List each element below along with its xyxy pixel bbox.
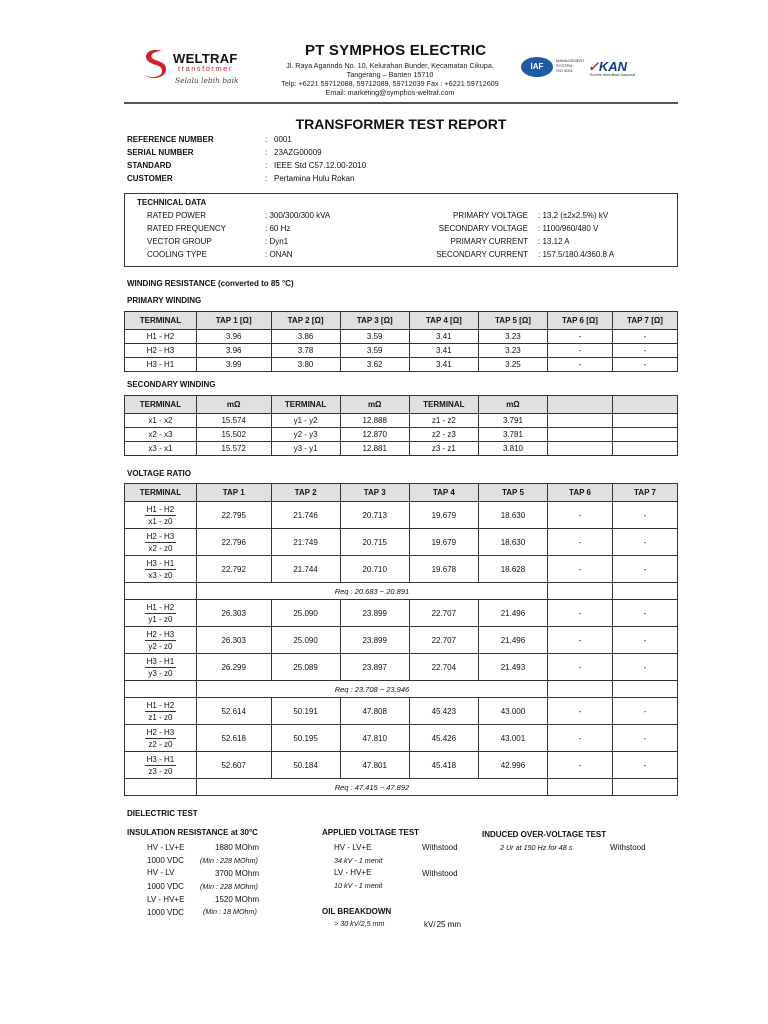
- table-cell: 12.881: [340, 442, 409, 456]
- table-cell: -: [548, 725, 613, 752]
- table-cell: 21.493: [478, 654, 547, 681]
- table-cell: y3 - y1: [271, 442, 340, 456]
- table-cell: 47.808: [340, 698, 409, 725]
- column-header: TERMINAL: [271, 396, 340, 414]
- table-cell: 20.715: [340, 529, 409, 556]
- column-header: mΩ: [196, 396, 271, 414]
- table-cell: [125, 583, 197, 600]
- iaf-text: MANAGEMENT SYSTEM ISO 9001: [556, 58, 585, 73]
- table-cell: 43.000: [478, 698, 547, 725]
- dielectric-title: DIELECTRIC TEST: [127, 809, 198, 818]
- kan-subtitle: Komite Akreditasi Nasional: [590, 73, 636, 77]
- table-cell: -: [612, 654, 677, 681]
- table-cell: 19.679: [409, 529, 478, 556]
- induced-title: INDUCED OVER-VOLTAGE TEST: [482, 830, 607, 839]
- primary-winding-title: PRIMARY WINDING: [127, 296, 202, 305]
- table-cell: -: [548, 654, 613, 681]
- table-cell: 45.426: [409, 725, 478, 752]
- fraction-denominator: z2 - z0: [148, 739, 173, 749]
- table-cell: x1 - x2: [125, 414, 197, 428]
- table-row: [125, 654, 678, 681]
- table-cell: 3.62: [340, 358, 409, 372]
- table-cell: H2 - H3: [125, 344, 197, 358]
- table-cell: -: [612, 330, 677, 344]
- column-header: TAP 7: [612, 484, 677, 502]
- terminal-fraction: [125, 752, 197, 779]
- terminal-fraction: [125, 529, 197, 556]
- table-cell: 47.801: [340, 752, 409, 779]
- table-cell: 3.41: [409, 344, 478, 358]
- table-cell: [612, 779, 677, 796]
- logo-sub: transformer: [178, 64, 233, 73]
- table-cell: 22.795: [196, 502, 271, 529]
- table-cell: 3.810: [478, 442, 547, 456]
- primary-winding-table: [124, 311, 678, 372]
- column-header: TAP 2 [Ω]: [271, 312, 340, 330]
- table-cell: 25.090: [271, 600, 340, 627]
- table-cell: 3.25: [478, 358, 547, 372]
- requirement-cell: Req : 20.683 ~ 20.891: [196, 583, 547, 600]
- terminal-fraction: [125, 698, 197, 725]
- table-cell: 23.897: [340, 654, 409, 681]
- table-cell: 12.870: [340, 428, 409, 442]
- table-cell: 3.78: [271, 344, 340, 358]
- table-cell: 3.23: [478, 330, 547, 344]
- table-cell: -: [612, 502, 677, 529]
- table-cell: 3.23: [478, 344, 547, 358]
- table-cell: 20.713: [340, 502, 409, 529]
- table-cell: 20.710: [340, 556, 409, 583]
- company-name: PT SYMPHOS ELECTRIC: [305, 42, 487, 59]
- column-header: mΩ: [340, 396, 409, 414]
- table-header: [125, 396, 678, 414]
- table-cell: 3.59: [340, 344, 409, 358]
- table-cell: 3.41: [409, 358, 478, 372]
- requirement-cell: Req : 23.708 ~ 23.946: [196, 681, 547, 698]
- column-header: TAP 4 [Ω]: [409, 312, 478, 330]
- table-cell: 26.299: [196, 654, 271, 681]
- table-cell: [612, 442, 677, 456]
- ratio-fraction: [145, 629, 177, 652]
- table-cell: [548, 583, 613, 600]
- column-header: TAP 6 [Ω]: [548, 312, 613, 330]
- table-cell: 45.423: [409, 698, 478, 725]
- table-cell: -: [612, 600, 677, 627]
- fraction-numerator: H3 - H1: [146, 558, 175, 568]
- fraction-denominator: y3 - z0: [148, 668, 173, 678]
- email-line: Email: marketing@symphos-weltraf.com: [325, 88, 455, 97]
- info-value: Pertamina Hulu Rokan: [274, 174, 355, 183]
- ratio-fraction: [145, 754, 177, 777]
- column-header: TAP 3: [340, 484, 409, 502]
- winding-title: WINDING RESISTANCE (converted to 85 °C): [127, 279, 294, 288]
- column-header: TAP 2: [271, 484, 340, 502]
- column-header: TAP 1: [196, 484, 271, 502]
- column-header: TERMINAL: [125, 396, 197, 414]
- table-row: [125, 752, 678, 779]
- column-header: TAP 1 [Ω]: [196, 312, 271, 330]
- table-cell: 45.418: [409, 752, 478, 779]
- table-cell: 43.001: [478, 725, 547, 752]
- table-cell: 12.888: [340, 414, 409, 428]
- table-cell: -: [548, 502, 613, 529]
- table-cell: z2 - z3: [409, 428, 478, 442]
- info-value: 23AZG00009: [274, 148, 322, 157]
- logo-name: WELTRAF: [173, 51, 238, 66]
- kan-logo: ✓KAN: [588, 59, 628, 74]
- table-row: [125, 502, 678, 529]
- table-cell: [612, 681, 677, 698]
- table-cell: [125, 681, 197, 698]
- table-cell: -: [548, 600, 613, 627]
- phone-line: Telp: +6221 59712088, 59712089, 59712039 Fax : +6221 59712609: [281, 79, 499, 88]
- table-cell: 47.810: [340, 725, 409, 752]
- table-cell: -: [612, 358, 677, 372]
- table-cell: y1 - y2: [271, 414, 340, 428]
- table-cell: -: [612, 529, 677, 556]
- ratio-fraction: [145, 700, 177, 723]
- fraction-numerator: H2 - H3: [146, 629, 175, 639]
- table-cell: -: [548, 752, 613, 779]
- table-cell: [612, 583, 677, 600]
- table-cell: z3 - z1: [409, 442, 478, 456]
- column-header: mΩ: [478, 396, 547, 414]
- table-cell: 15.502: [196, 428, 271, 442]
- table-cell: x2 - x3: [125, 428, 197, 442]
- table-cell: 19.678: [409, 556, 478, 583]
- table-cell: [125, 779, 197, 796]
- table-cell: 52.618: [196, 725, 271, 752]
- table-cell: z1 - z2: [409, 414, 478, 428]
- table-cell: 22.796: [196, 529, 271, 556]
- table-cell: -: [548, 344, 613, 358]
- terminal-fraction: [125, 502, 197, 529]
- table-row: [125, 725, 678, 752]
- requirement-cell: Req : 47.415 ~ 47.892: [196, 779, 547, 796]
- table-cell: 3.41: [409, 330, 478, 344]
- report-title: TRANSFORMER TEST REPORT: [295, 116, 507, 132]
- table-cell: [548, 414, 613, 428]
- table-cell: 52.614: [196, 698, 271, 725]
- table-cell: 52.607: [196, 752, 271, 779]
- table-cell: 22.704: [409, 654, 478, 681]
- fraction-numerator: H2 - H3: [146, 727, 175, 737]
- table-cell: H3 - H1: [125, 358, 197, 372]
- ratio-fraction: [145, 727, 177, 750]
- table-cell: 21.496: [478, 627, 547, 654]
- table-cell: 3.96: [196, 330, 271, 344]
- address-line-1: Jl. Raya Agarindo No. 10, Kelurahan Bunder, Kecamatan Cikupa,: [286, 61, 494, 70]
- oil-breakdown-title: OIL BREAKDOWN: [322, 907, 392, 916]
- terminal-fraction: [125, 627, 197, 654]
- terminal-fraction: [125, 556, 197, 583]
- induced-condition: 2 Ur at 150 Hz for 48 s: [500, 843, 573, 852]
- ratio-fraction: [145, 531, 177, 554]
- table-cell: 3.99: [196, 358, 271, 372]
- fraction-numerator: H1 - H2: [146, 504, 175, 514]
- table-cell: 21.496: [478, 600, 547, 627]
- fraction-denominator: y1 - z0: [148, 614, 173, 624]
- table-cell: [548, 428, 613, 442]
- table-cell: -: [548, 627, 613, 654]
- table-cell: 15.574: [196, 414, 271, 428]
- requirement-row: [125, 681, 678, 698]
- table-cell: [548, 442, 613, 456]
- applied-voltage-title: APPLIED VOLTAGE TEST: [322, 828, 420, 837]
- induced-result: Withstood: [610, 843, 646, 852]
- table-cell: 22.707: [409, 627, 478, 654]
- terminal-fraction: [125, 654, 197, 681]
- table-cell: [612, 414, 677, 428]
- requirement-row: [125, 583, 678, 600]
- table-row: [125, 698, 678, 725]
- table-cell: -: [548, 698, 613, 725]
- table-row: [125, 414, 678, 428]
- info-label: STANDARD: [127, 161, 172, 170]
- info-label: CUSTOMER: [127, 174, 173, 183]
- table-cell: -: [612, 556, 677, 583]
- table-cell: H1 - H2: [125, 330, 197, 344]
- oil-breakdown-value: kV/25 mm: [424, 920, 462, 929]
- slogan: Selalu lebih baik: [175, 76, 239, 85]
- table-cell: -: [612, 725, 677, 752]
- technical-data-title: TECHNICAL DATA: [137, 198, 207, 207]
- fraction-denominator: y2 - z0: [148, 641, 173, 651]
- table-cell: 42.996: [478, 752, 547, 779]
- table-row: [125, 556, 678, 583]
- insulation-title: INSULATION RESISTANCE at 30°C: [127, 828, 258, 837]
- table-row: [125, 330, 678, 344]
- table-cell: 22.707: [409, 600, 478, 627]
- table-cell: 3.791: [478, 414, 547, 428]
- table-cell: 21.746: [271, 502, 340, 529]
- terminal-fraction: [125, 600, 197, 627]
- table-cell: -: [548, 556, 613, 583]
- address-line-2: Tangerang – Banten 15710: [346, 70, 434, 79]
- table-cell: 18.630: [478, 502, 547, 529]
- column-header: TAP 5: [478, 484, 547, 502]
- table-cell: 18.630: [478, 529, 547, 556]
- info-label: SERIAL NUMBER: [127, 148, 194, 157]
- table-cell: 26.303: [196, 627, 271, 654]
- fraction-denominator: x1 - z0: [148, 516, 173, 526]
- weltraf-logo-icon: [140, 47, 170, 81]
- ratio-fraction: [145, 504, 177, 527]
- table-row: [125, 627, 678, 654]
- table-cell: y2 - y3: [271, 428, 340, 442]
- fraction-numerator: H3 - H1: [146, 656, 175, 666]
- table-row: [125, 442, 678, 456]
- table-cell: -: [612, 627, 677, 654]
- table-header: [125, 484, 678, 502]
- iaf-logo: IAF: [521, 57, 553, 77]
- column-header: TAP 4: [409, 484, 478, 502]
- table-row: [125, 600, 678, 627]
- requirement-row: [125, 779, 678, 796]
- table-cell: 25.090: [271, 627, 340, 654]
- fraction-numerator: H3 - H1: [146, 754, 175, 764]
- info-value: IEEE Std C57.12.00-2010: [274, 161, 367, 170]
- voltage-ratio-table: [124, 483, 678, 796]
- terminal-fraction: [125, 725, 197, 752]
- table-cell: 23.899: [340, 600, 409, 627]
- oil-breakdown-condition: > 30 kV/2,5 mm: [334, 919, 385, 928]
- table-cell: 3.59: [340, 330, 409, 344]
- table-cell: 50.191: [271, 698, 340, 725]
- fraction-numerator: H1 - H2: [146, 602, 175, 612]
- fraction-denominator: x3 - z0: [148, 570, 173, 580]
- column-header: TERMINAL: [125, 484, 197, 502]
- secondary-winding-table: [124, 395, 678, 456]
- table-row: [125, 344, 678, 358]
- info-label: REFERENCE NUMBER: [127, 135, 214, 144]
- ratio-fraction: [145, 558, 177, 581]
- table-header: [125, 312, 678, 330]
- fraction-numerator: H2 - H3: [146, 531, 175, 541]
- table-cell: 21.744: [271, 556, 340, 583]
- table-cell: 3.96: [196, 344, 271, 358]
- ratio-fraction: [145, 656, 177, 679]
- table-cell: 50.184: [271, 752, 340, 779]
- table-cell: 19.679: [409, 502, 478, 529]
- table-cell: x3 - x1: [125, 442, 197, 456]
- info-value: 0001: [274, 135, 292, 144]
- fraction-numerator: H1 - H2: [146, 700, 175, 710]
- table-cell: -: [548, 358, 613, 372]
- table-cell: 26.303: [196, 600, 271, 627]
- table-cell: 3.80: [271, 358, 340, 372]
- table-cell: -: [612, 752, 677, 779]
- table-cell: -: [548, 330, 613, 344]
- column-header: TAP 6: [548, 484, 613, 502]
- table-cell: 18.628: [478, 556, 547, 583]
- table-cell: 25.089: [271, 654, 340, 681]
- table-cell: -: [612, 344, 677, 358]
- column-header: [548, 396, 613, 414]
- column-header: TERMINAL: [125, 312, 197, 330]
- table-cell: 23.899: [340, 627, 409, 654]
- table-cell: 15.572: [196, 442, 271, 456]
- header-divider: [124, 102, 678, 104]
- table-cell: [548, 779, 613, 796]
- table-cell: -: [548, 529, 613, 556]
- ratio-fraction: [145, 602, 177, 625]
- voltage-ratio-title: VOLTAGE RATIO: [127, 469, 191, 478]
- fraction-denominator: x2 - z0: [148, 543, 173, 553]
- column-header: TERMINAL: [409, 396, 478, 414]
- fraction-denominator: z3 - z0: [148, 766, 173, 776]
- table-cell: -: [612, 698, 677, 725]
- table-row: [125, 358, 678, 372]
- column-header: TAP 7 [Ω]: [612, 312, 677, 330]
- table-cell: 50.195: [271, 725, 340, 752]
- column-header: TAP 5 [Ω]: [478, 312, 547, 330]
- secondary-winding-title: SECONDARY WINDING: [127, 380, 216, 389]
- column-header: [612, 396, 677, 414]
- column-header: TAP 3 [Ω]: [340, 312, 409, 330]
- table-cell: 3.86: [271, 330, 340, 344]
- table-row: [125, 529, 678, 556]
- table-cell: 3.781: [478, 428, 547, 442]
- fraction-denominator: z1 - z0: [148, 712, 173, 722]
- table-cell: 22.792: [196, 556, 271, 583]
- table-row: [125, 428, 678, 442]
- table-cell: [612, 428, 677, 442]
- table-cell: 21.749: [271, 529, 340, 556]
- table-cell: [548, 681, 613, 698]
